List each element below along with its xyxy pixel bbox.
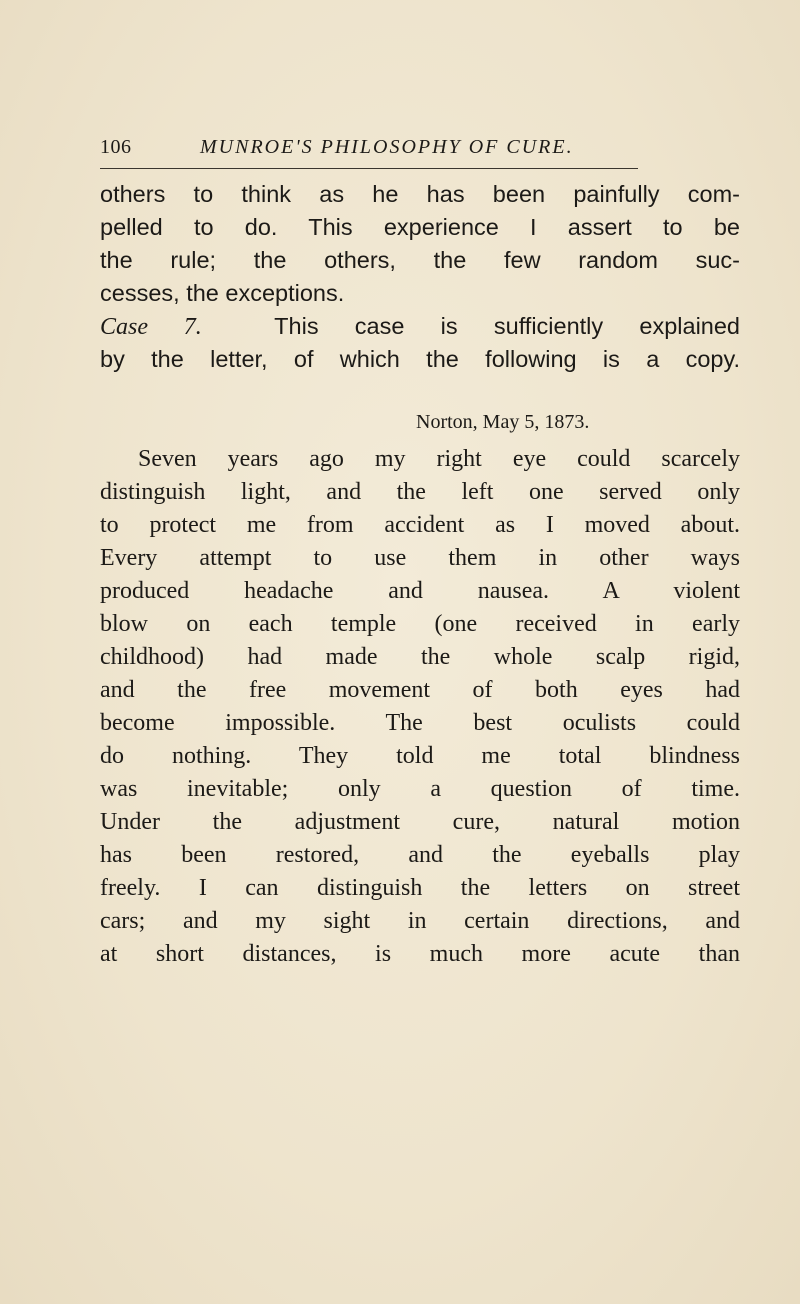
case-text: This case is sufficiently explained — [274, 313, 740, 339]
page-number: 106 — [100, 136, 132, 158]
letter-line: has been restored, and the eyeballs play — [100, 842, 740, 868]
running-title: MUNROE'S PHILOSOPHY OF CURE. — [200, 136, 574, 158]
letter-line: freely. I can distinguish the letters on street — [100, 875, 740, 901]
letter-line: blow on each temple (one received in early — [100, 611, 740, 637]
letter-line: distinguish light, and the left one served only — [100, 479, 740, 505]
page-header — [100, 136, 740, 166]
letter-body — [100, 443, 740, 971]
letter-line: childhood) had made the whole scalp rigid, — [100, 644, 740, 670]
case-line — [100, 310, 740, 343]
text-line: the rule; the others, the few random suc- — [100, 247, 740, 273]
letter-line: at short distances, is much more acute than — [100, 941, 740, 967]
letter-line: produced headache and nausea. A violent — [100, 578, 740, 604]
letter-line: Under the adjustment cure, natural motion — [100, 809, 740, 835]
letter-dateline: Norton, May 5, 1873. — [416, 411, 590, 433]
text-line: pelled to do. This experience I assert to be — [100, 214, 740, 240]
text-line: by the letter, of which the following is a copy. — [100, 346, 740, 372]
text-line: others to think as he has been painfully com- — [100, 181, 740, 207]
body-text — [100, 178, 740, 971]
letter-line: Every attempt to use them in other ways — [100, 545, 740, 571]
letter-line: was inevitable; only a question of time. — [100, 776, 740, 802]
letter-line: and the free movement of both eyes had — [100, 677, 740, 703]
header-rule — [100, 168, 638, 169]
letter-line: cars; and my sight in certain directions, and — [100, 908, 740, 934]
letter-line: Seven years ago my right eye could scarcely — [138, 446, 740, 472]
letter-line: become impossible. The best oculists could — [100, 710, 740, 736]
letter-line: to protect me from accident as I moved about. — [100, 512, 740, 538]
letter-line: do nothing. They told me total blindness — [100, 743, 740, 769]
text-line: cesses, the exceptions. — [100, 280, 345, 306]
case-label: Case 7. — [100, 314, 202, 340]
